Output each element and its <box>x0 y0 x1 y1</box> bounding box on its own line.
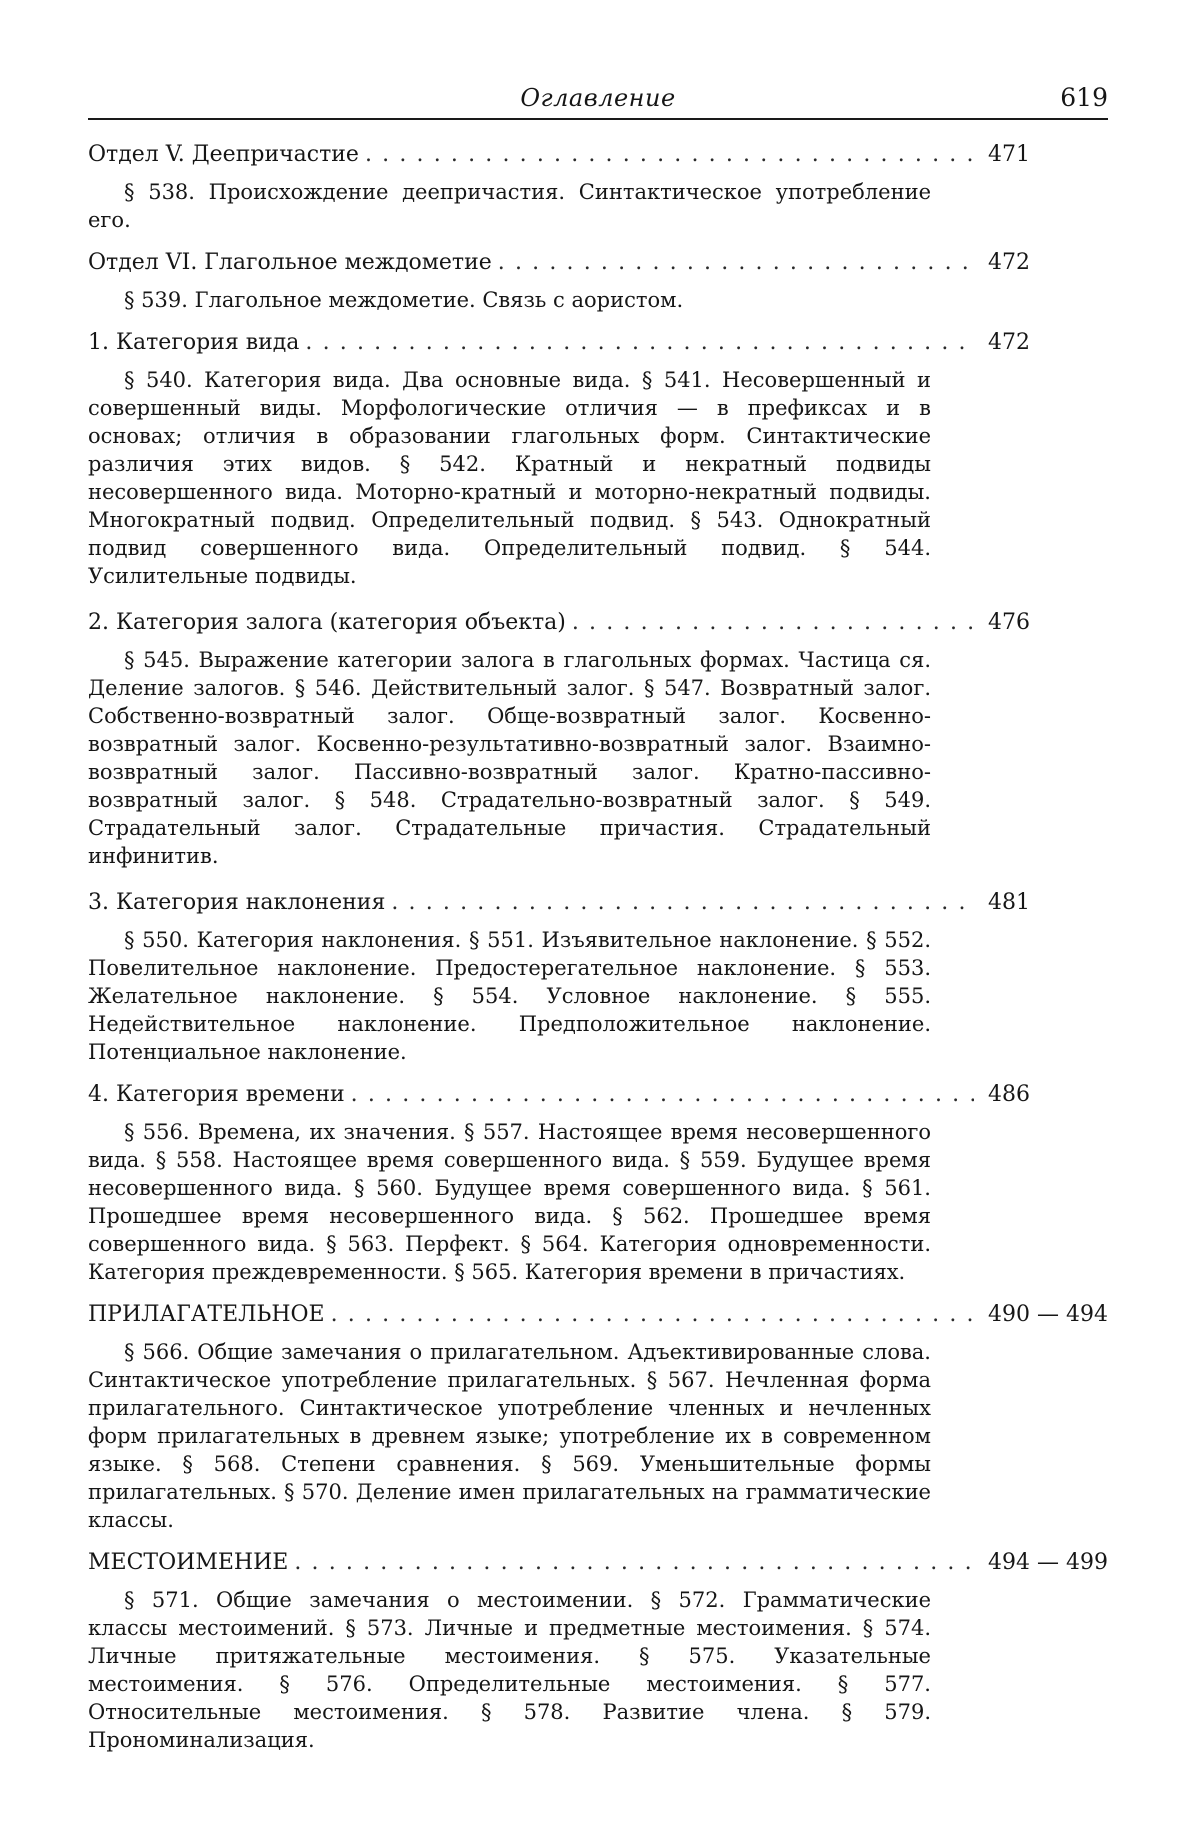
toc-entry-summary: § 545. Выражение категории залога в глагольных формах. Частица ся. Деление залогов. § 546. Действительный залог. § 547. Возвратный залог. Собственно-возвратный залог. Обще-возвратный залог. Косвенно-возвратный залог. Косвенно-результативно-возвратный залог. Взаимно-возвратный залог. Пассивно-возвратный залог. Кратно-пассивно-возвратный залог. § 548. Страдательно-возвратный залог. § 549. Страдательный залог. Страдательные причастия. Страдательный инфинитив. <box>88 648 931 868</box>
toc-entry-page-number: 472 <box>988 330 1030 355</box>
toc-entry-summary: § 571. Общие замечания о местоимении. § 572. Грамматические классы местоимений. § 573. Личные и предметные местоимения. § 574. Личные притяжательные местоимения. § 575. Указательные местоимения. § 576. Определительные местоимения. § 577. Относительные местоимения. § 578. Развитие члена. § 579. Прономинализация. <box>88 1588 931 1752</box>
toc-entry-kategoriya-zaloga <box>88 608 1108 870</box>
toc-entry-title: 1. Категория вида <box>88 330 300 355</box>
dot-leader <box>305 328 974 358</box>
toc-entry-title: 3. Категория наклонения <box>88 890 386 915</box>
toc-entry-summary: § 538. Происхождение деепричастия. Синтактическое употребление его. <box>88 180 931 232</box>
toc-entry-title: ПРИЛАГАТЕЛЬНОЕ <box>88 1302 325 1327</box>
toc-entry-prilagatelnoe <box>88 1300 1108 1534</box>
dot-leader <box>391 888 974 918</box>
toc-entry-page-number: 481 <box>988 890 1030 915</box>
toc-entry-heading <box>88 1548 1108 1578</box>
toc-entry-summary: § 556. Времена, их значения. § 557. Настоящее время несовершенного вида. § 558. Настоящее время совершенного вида. § 559. Будущее время несовершенного вида. § 560. Будущее время совершенного вида. § 561. Прошедшее время несовершенного вида. § 562. Прошедшее время совершенного вида. § 563. Перфект. § 564. Категория одновременности. Категория преждевременности. § 565. Категория времени в причастиях. <box>88 1120 931 1284</box>
toc-entry-title: Отдел V. Деепричастие <box>88 142 359 167</box>
toc-entry-page-number: 472 <box>988 250 1030 275</box>
dot-leader <box>498 248 974 278</box>
dot-leader <box>351 1080 974 1110</box>
toc-entry-page-number: 490 — 494 <box>988 1302 1108 1327</box>
dot-leader <box>365 140 974 170</box>
toc-entry-page-number: 471 <box>988 142 1030 167</box>
dot-leader <box>294 1548 974 1578</box>
dot-leader <box>331 1300 974 1330</box>
page-number: 619 <box>1060 83 1108 112</box>
toc-entry-title: 2. Категория залога (категория объекта) <box>88 610 566 635</box>
toc-entry-summary: § 540. Категория вида. Два основные вида. § 541. Несовершенный и совершенный виды. Морфологические отличия — в префиксах и в основах; отличия в образовании глагольных форм. Синтактические различия этих видов. § 542. Кратный и некратный подвиды несовершенного вида. Моторно-кратный и моторно-некратный подвиды. Многократный подвид. Определительный подвид. § 543. Однократный подвид совершенного вида. Определительный подвид. § 544. Усилительные подвиды. <box>88 368 931 588</box>
toc-entry-kategoriya-nakloneniya <box>88 888 1108 1066</box>
toc-entry-heading <box>88 1080 1108 1110</box>
book-page <box>88 70 1108 1768</box>
toc-entry-title: 4. Категория времени <box>88 1082 345 1107</box>
toc-entry-summary: § 539. Глагольное междометие. Связь с аористом. <box>124 288 684 312</box>
running-title: Оглавление <box>520 84 676 112</box>
toc-entry-mestoimenie <box>88 1548 1108 1754</box>
toc-entry-page-number: 494 — 499 <box>988 1550 1108 1575</box>
toc-entry-title: МЕСТОИМЕНИЕ <box>88 1550 289 1575</box>
toc-entry-kategoriya-vremeni <box>88 1080 1108 1286</box>
toc-entry-heading <box>88 888 1108 918</box>
toc-entry-kategoriya-vida <box>88 328 1108 590</box>
toc-entry-otdel-vi <box>88 248 1108 314</box>
toc-entry-heading <box>88 328 1108 358</box>
running-header <box>88 70 1108 120</box>
table-of-contents <box>88 140 1108 1754</box>
toc-entry-summary: § 566. Общие замечания о прилагательном. Адъективированные слова. Синтактическое употребление прилагательных. § 567. Нечленная форма прилагательного. Синтактическое употребление членных и нечленных форм прилагательных в древнем языке; употребление их в современном языке. § 568. Степени сравнения. § 569. Уменьшительные формы прилагательных. § 570. Деление имен прилагательных на грамматические классы. <box>88 1340 931 1532</box>
toc-entry-heading <box>88 608 1108 638</box>
toc-entry-page-number: 486 <box>988 1082 1030 1107</box>
toc-entry-heading <box>88 140 1108 170</box>
toc-entry-heading <box>88 248 1108 278</box>
toc-entry-otdel-v <box>88 140 1108 234</box>
toc-entry-page-number: 476 <box>988 610 1030 635</box>
dot-leader <box>572 608 974 638</box>
toc-entry-title: Отдел VI. Глагольное междометие <box>88 250 492 275</box>
toc-entry-heading <box>88 1300 1108 1330</box>
toc-entry-summary: § 550. Категория наклонения. § 551. Изъявительное наклонение. § 552. Повелительное наклонение. Предостерегательное наклонение. § 553. Желательное наклонение. § 554. Условное наклонение. § 555. Недействительное наклонение. Предположительное наклонение. Потенциальное наклонение. <box>88 928 931 1064</box>
